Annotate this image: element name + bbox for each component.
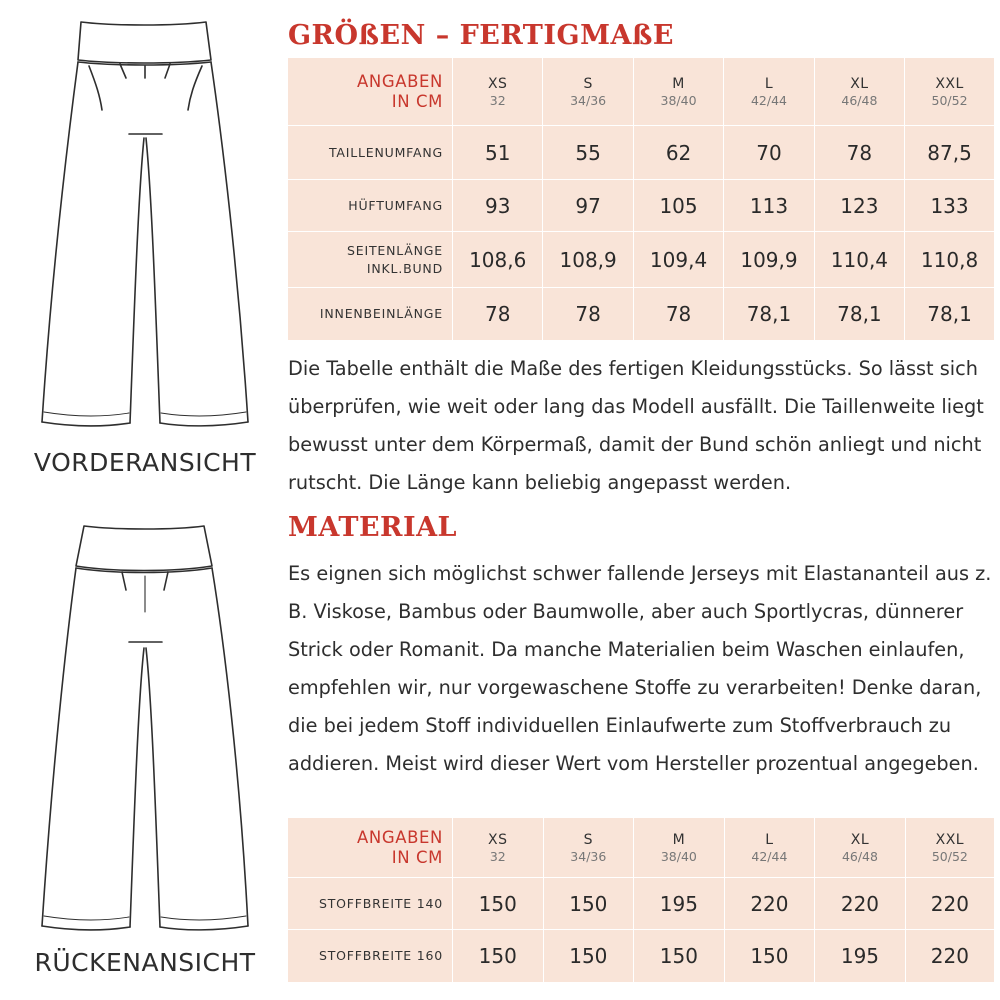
value-cell: 78,1 [927,302,972,326]
size-numbers: 34/36 [570,92,607,108]
value-cell: 220 [815,878,906,930]
size-numbers: 42/44 [750,92,787,108]
value-cell: 220 [725,878,816,930]
value-cell: 87,5 [905,126,994,180]
row-label-line1: STOFFBREITE 140 [319,895,443,911]
row-label-line2: INKL.BUND [366,260,443,276]
header-label-cell [288,58,453,126]
value-cell: 150 [634,930,725,982]
size-name: L [765,831,774,848]
sizes-table [288,58,994,340]
size-numbers: 32 [489,92,506,108]
size-header-xs [453,818,544,878]
fabric-table [288,818,994,982]
value-cell: 110,8 [905,232,994,288]
header-label-line1: ANGABEN [357,827,443,847]
table-row-innenbeinlaenge [288,288,994,340]
row-label [288,232,453,288]
header-label-line2: IN CM [391,847,443,867]
size-header-xs [453,58,543,126]
size-numbers: 32 [489,848,506,864]
value-cell: 195 [815,930,906,982]
size-header-xxl [906,818,994,878]
pants-front-illustration [34,18,256,436]
row-label [288,878,453,930]
value-cell: 78,1 [724,288,814,340]
size-header-xl [815,818,906,878]
sizes-description: Die Tabelle enthält die Maße des fertigen Kleidungsstücks. So lässt sich überprüfen, wie weit oder lang das Modell ausfällt. Die Taillenweite liegt bewusst unter dem Körpermaß, damit der Bund schön anliegt und nicht rutscht. Die Länge kann beliebig angepasst werden. [288,357,984,494]
sizes-heading: GRÖßEN – FERTIGMAßE [288,20,675,51]
value-cell: 133 [905,180,994,232]
value-cell: 195 [634,878,725,930]
value-cell: 110,4 [815,232,905,288]
size-header-m [634,58,724,126]
value-cell: 62 [634,126,724,180]
row-label-line1: TAILLENUMFANG [328,144,443,160]
size-numbers: 38/40 [660,848,697,864]
size-numbers: 38/40 [660,92,697,108]
table-row-seitenlaenge [288,232,994,288]
value-cell: 78 [815,126,905,180]
header-label-line2: IN CM [391,91,443,111]
size-name: S [583,75,593,92]
value-cell: 109,4 [634,232,724,288]
value-cell: 108,9 [543,232,633,288]
value-cell: 150 [453,930,544,982]
value-cell: 78,1 [815,288,905,340]
size-name: S [583,831,594,848]
row-label-line1: INNENBEINLÄNGE [319,306,443,321]
value-cell: 108,6 [453,232,543,288]
table-header-row [288,58,994,126]
row-label [288,180,453,232]
size-header-xl [815,58,905,126]
table-row-stoffbreite-160 [288,930,994,982]
value-cell: 150 [725,930,816,982]
row-label [288,288,453,340]
size-name: L [764,75,774,92]
value-cell: 51 [453,126,543,180]
table-row-stoffbreite-140 [288,878,994,930]
value-cell: 220 [930,944,969,968]
value-cell: 70 [724,126,814,180]
size-name: M [672,831,686,848]
size-header-s [543,58,633,126]
value-cell: 97 [543,180,633,232]
value-cell: 78 [543,288,633,340]
size-header-l [724,58,814,126]
value-cell: 105 [634,180,724,232]
header-label-cell [288,818,453,878]
value-cell: 150 [544,878,635,930]
size-name: XL [850,831,870,848]
row-label [288,930,453,982]
pants-back-illustration [34,522,256,940]
row-label-line1: HÜFTUMFANG [348,197,443,213]
back-view-label: RÜCKENANSICHT [34,948,256,977]
material-heading: MATERIAL [288,512,458,543]
header-label-line1: ANGABEN [357,71,443,91]
size-name: XXL [935,75,964,92]
table-row-taillenumfang [288,126,994,180]
table-row-hueftumfang [288,180,994,232]
size-header-m [634,818,725,878]
value-cell: 150 [544,930,635,982]
size-name: XXL [935,831,965,848]
row-label [288,126,453,180]
value-cell: 150 [453,878,544,930]
size-name: M [672,75,685,92]
value-cell: 55 [543,126,633,180]
illustrations-column [0,0,290,1000]
size-numbers: 34/36 [570,848,607,864]
size-header-xxl [905,58,994,126]
size-name: XS [487,75,508,92]
table-header-row [288,818,994,878]
value-cell: 93 [453,180,543,232]
size-header-l [725,818,816,878]
size-numbers: 46/48 [841,92,878,108]
size-name: XL [850,75,869,92]
value-cell: 113 [724,180,814,232]
value-cell: 78 [453,288,543,340]
size-header-s [544,818,635,878]
size-numbers: 50/52 [931,848,968,864]
row-label-line1: SEITENLÄNGE [347,242,443,258]
material-description: Es eignen sich möglichst schwer fallende Jerseys mit Elastananteil aus z. B. Viskose, Bambus oder Baumwolle, aber auch Sportlycras, dünnerer Strick oder Romanit. Da manche Materialien beim Waschen einlaufen, empfehlen wir, nur vorgewaschene Stoffe zu verarbeiten! Denke daran, die bei jedem Stoff individuellen Einlaufwerte zum Stoffverbrauch zu addieren. Meist wird dieser Wert vom Hersteller prozentual angegeben. [288,562,992,775]
size-name: XS [488,831,508,848]
size-numbers: 46/48 [841,848,878,864]
row-label-line1: STOFFBREITE 160 [319,948,443,963]
size-numbers: 50/52 [931,92,968,108]
value-cell: 109,9 [724,232,814,288]
value-cell: 78 [634,288,724,340]
value-cell: 123 [815,180,905,232]
front-view-label: VORDERANSICHT [33,448,257,477]
value-cell: 220 [906,878,994,930]
size-numbers: 42/44 [751,848,788,864]
